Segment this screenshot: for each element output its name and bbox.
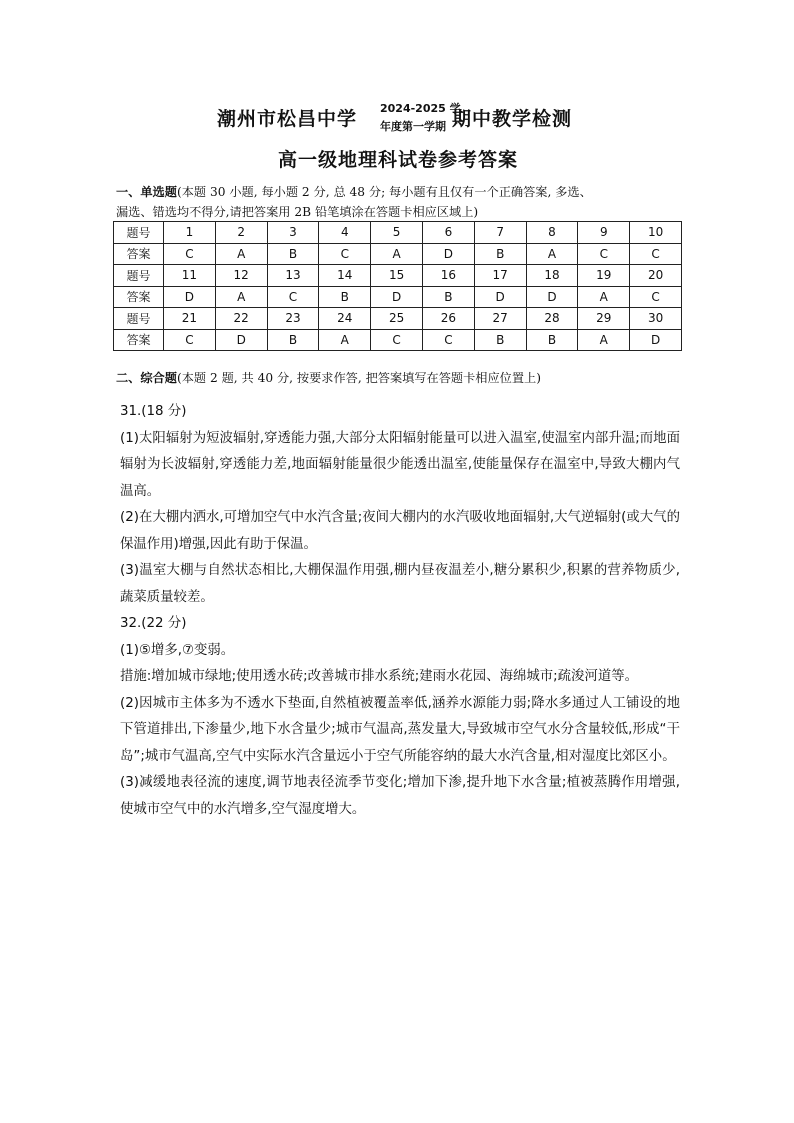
table-cell: A bbox=[371, 243, 423, 265]
answer-body bbox=[120, 399, 680, 823]
school-name: 潮州市松昌中学 bbox=[217, 108, 358, 130]
table-cell: 3 bbox=[267, 222, 319, 244]
table-row-numbers bbox=[114, 308, 682, 330]
section1-instructions-1: (本题 30 小题, 每小题 2 分, 总 48 分; 每小题有且仅有一个正确答案, 多选、 bbox=[176, 185, 592, 199]
section2-instructions: (本题 2 题, 共 40 分, 按要求作答, 把答案填写在答题卡相应位置上) bbox=[176, 371, 541, 385]
section1-header bbox=[116, 183, 592, 200]
table-cell-answer-label: 答案 bbox=[114, 243, 164, 265]
table-cell: D bbox=[164, 286, 216, 308]
table-cell: 6 bbox=[422, 222, 474, 244]
table-cell: 7 bbox=[474, 222, 526, 244]
table-cell-number-label: 题号 bbox=[114, 265, 164, 287]
table-cell: 1 bbox=[164, 222, 216, 244]
table-cell: 28 bbox=[526, 308, 578, 330]
table-cell: D bbox=[526, 286, 578, 308]
section2-header bbox=[116, 369, 541, 386]
table-cell: 20 bbox=[630, 265, 682, 287]
question-31-answer-3: (3)温室大棚与自然状态相比,大棚保温作用强,棚内昼夜温差小,糖分累积少,积累的营养物质少,蔬菜质量较差。 bbox=[120, 563, 680, 605]
table-row-numbers bbox=[114, 222, 682, 244]
table-cell: A bbox=[215, 243, 267, 265]
table-cell: C bbox=[164, 243, 216, 265]
exam-name: 期中教学检测 bbox=[452, 108, 573, 130]
table-cell: 9 bbox=[578, 222, 630, 244]
table-cell-answer-label: 答案 bbox=[114, 286, 164, 308]
page-title: 高一级地理科试卷参考答案 bbox=[278, 149, 519, 171]
question-31-title: 31.(18 分) bbox=[120, 404, 187, 419]
answer-table bbox=[113, 221, 682, 351]
table-row-answers bbox=[114, 243, 682, 265]
table-cell: 11 bbox=[164, 265, 216, 287]
table-row-numbers bbox=[114, 265, 682, 287]
table-cell: B bbox=[526, 329, 578, 351]
table-cell: 25 bbox=[371, 308, 423, 330]
table-cell: A bbox=[578, 286, 630, 308]
table-cell: D bbox=[215, 329, 267, 351]
table-cell: C bbox=[578, 243, 630, 265]
question-31-answer-1: (1)太阳辐射为短波辐射,穿透能力强,大部分太阳辐射能量可以进入温室,使温室内部升温;而地面辐射为长波辐射,穿透能力差,地面辐射能量很少能透出温室,使能量保存在温室中,导致大棚内气温高。 bbox=[120, 430, 680, 499]
table-cell: 13 bbox=[267, 265, 319, 287]
table-cell: B bbox=[267, 243, 319, 265]
question-32-answer-2: (2)因城市主体多为不透水下垫面,自然植被覆盖率低,涵养水源能力弱;降水多通过人工铺设的地下管道排出,下渗量少,地下水含量少;城市气温高,蒸发量大,导致城市空气水分含量较低,形成“干岛”;城市气温高,空气中实际水汽含量远小于空气所能容纳的最大水汽含量,相对湿度比郊区小。 bbox=[120, 695, 680, 764]
table-cell: 24 bbox=[319, 308, 371, 330]
table-cell: D bbox=[630, 329, 682, 351]
table-cell: 23 bbox=[267, 308, 319, 330]
table-cell: C bbox=[371, 329, 423, 351]
question-32-measures: 措施:增加城市绿地;使用透水砖;改善城市排水系统;建雨水花园、海绵城市;疏浚河道等。 bbox=[120, 669, 639, 684]
table-cell-number-label: 题号 bbox=[114, 222, 164, 244]
table-cell: D bbox=[474, 286, 526, 308]
table-cell: B bbox=[319, 286, 371, 308]
school-year-bottom: 年度第一学期 bbox=[380, 120, 446, 133]
section1-instructions-2: 漏选、错选均不得分,请把答案用 2B 铅笔填涂在答题卡相应区域上) bbox=[116, 205, 479, 219]
table-cell: C bbox=[267, 286, 319, 308]
section2-heading: 二、综合题 bbox=[116, 371, 177, 385]
question-32-answer-1: (1)⑤增多,⑦变弱。 bbox=[120, 642, 235, 658]
table-cell: 12 bbox=[215, 265, 267, 287]
table-cell: C bbox=[164, 329, 216, 351]
table-cell: 10 bbox=[630, 222, 682, 244]
table-row-answers bbox=[114, 286, 682, 308]
table-cell: 19 bbox=[578, 265, 630, 287]
table-cell: 2 bbox=[215, 222, 267, 244]
table-cell: 29 bbox=[578, 308, 630, 330]
table-cell: 22 bbox=[215, 308, 267, 330]
table-cell: 18 bbox=[526, 265, 578, 287]
table-cell: B bbox=[474, 329, 526, 351]
table-cell: 15 bbox=[371, 265, 423, 287]
question-32-title: 32.(22 分) bbox=[120, 616, 187, 631]
table-cell: A bbox=[215, 286, 267, 308]
school-year-top: 2024-2025 学 bbox=[380, 102, 461, 115]
table-cell: B bbox=[422, 286, 474, 308]
table-cell: C bbox=[422, 329, 474, 351]
table-cell: 21 bbox=[164, 308, 216, 330]
table-cell: A bbox=[526, 243, 578, 265]
table-cell: C bbox=[319, 243, 371, 265]
table-cell: 8 bbox=[526, 222, 578, 244]
table-cell: B bbox=[267, 329, 319, 351]
table-cell: 16 bbox=[422, 265, 474, 287]
table-cell: C bbox=[630, 243, 682, 265]
table-cell-answer-label: 答案 bbox=[114, 329, 164, 351]
table-cell-number-label: 题号 bbox=[114, 308, 164, 330]
table-cell: C bbox=[630, 286, 682, 308]
table-cell: 17 bbox=[474, 265, 526, 287]
section1-heading: 一、单选题 bbox=[116, 185, 177, 199]
table-cell: 27 bbox=[474, 308, 526, 330]
table-cell: D bbox=[371, 286, 423, 308]
table-cell: A bbox=[319, 329, 371, 351]
table-cell: 14 bbox=[319, 265, 371, 287]
question-31-answer-2: (2)在大棚内洒水,可增加空气中水汽含量;夜间大棚内的水汽吸收地面辐射,大气逆辐射(或大气的保温作用)增强,因此有助于保温。 bbox=[120, 510, 680, 552]
table-cell: 4 bbox=[319, 222, 371, 244]
question-32-answer-3: (3)减缓地表径流的速度,调节地表径流季节变化;增加下渗,提升地下水含量;植被蒸腾作用增强,使城市空气中的水汽增多,空气湿度增大。 bbox=[120, 775, 680, 817]
table-cell: 30 bbox=[630, 308, 682, 330]
table-cell: A bbox=[578, 329, 630, 351]
table-row-answers bbox=[114, 329, 682, 351]
table-cell: D bbox=[422, 243, 474, 265]
table-cell: B bbox=[474, 243, 526, 265]
table-cell: 26 bbox=[422, 308, 474, 330]
table-cell: 5 bbox=[371, 222, 423, 244]
